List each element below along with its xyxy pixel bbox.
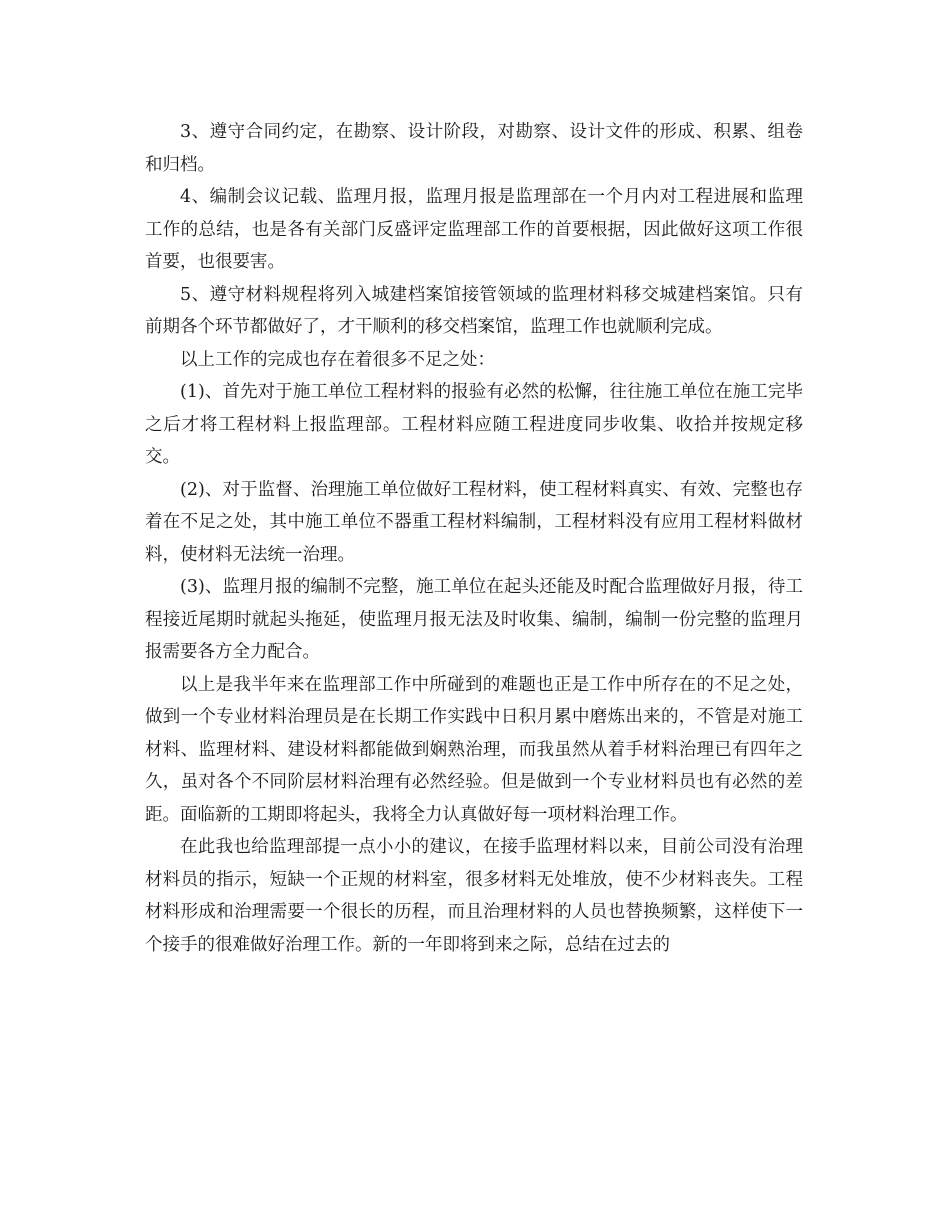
paragraph-item-3: 3、遵守合同约定，在勘察、设计阶段，对勘察、设计文件的形成、积累、组卷和归档。 [145, 122, 803, 175]
paragraph-item-4: 4、编制会议记载、监理月报，监理月报是监理部在一个月内对工程进展和监理工作的总结，也是各有关部门反盛评定监理部工作的首要根据，因此做好这项工作很首要，也很要害。 [145, 187, 803, 272]
paragraph-item-5: 5、遵守材料规程将列入城建档案馆接管领域的监理材料移交城建档案馆。只有前期各个环节都做好了，才干顺利的移交档案馆，监理工作也就顺利完成。 [145, 284, 803, 337]
paragraph-shortcoming-1: (1)、首先对于施工单位工程材料的报验有必然的松懈，往往施工单位在施工完毕之后才将工程材料上报监理部。工程材料应随工程进度同步收集、收拾并按规定移交。 [145, 382, 803, 467]
paragraph-shortcoming-3: (3)、监理月报的编制不完整，施工单位在起头还能及时配合监理做好月报，待工程接近尾期时就起头拖延，使监理月报无法及时收集、编制，编制一份完整的监理月报需要各方全力配合。 [145, 577, 803, 662]
paragraph-shortcomings-intro: 以上工作的完成也存在着很多不足之处： [180, 349, 495, 370]
document-body [145, 116, 803, 961]
paragraph-summary: 以上是我半年来在监理部工作中所碰到的难题也正是工作中所存在的不足之处，做到一个专业材料治理员是在长期工作实践中日积月累中磨炼出来的，不管是对施工材料、监理材料、建设材料都能做到娴熟治理，而我虽然从着手材料治理已有四年之久，虽对各个不同阶层材料治理有必然经验。但是做到一个专业材料员也有必然的差距。面临新的工期即将起头，我将全力认真做好每一项材料治理工作。 [145, 674, 803, 825]
paragraph-shortcoming-2: (2)、对于监督、治理施工单位做好工程材料，使工程材料真实、有效、完整也存着在不足之处，其中施工单位不器重工程材料编制，工程材料没有应用工程材料做材料，使材料无法统一治理。 [145, 479, 803, 565]
paragraph-suggestion: 在此我也给监理部提一点小小的建议，在接手监理材料以来，目前公司没有治理材料员的指示，短缺一个正规的材料室，很多材料无处堆放，使不少材料丧失。工程材料形成和治理需要一个很长的历程，而且治理材料的人员也替换频繁，这样使下一个接手的很难做好治理工作。新的一年即将到来之际，总结在过去的 [145, 837, 803, 955]
